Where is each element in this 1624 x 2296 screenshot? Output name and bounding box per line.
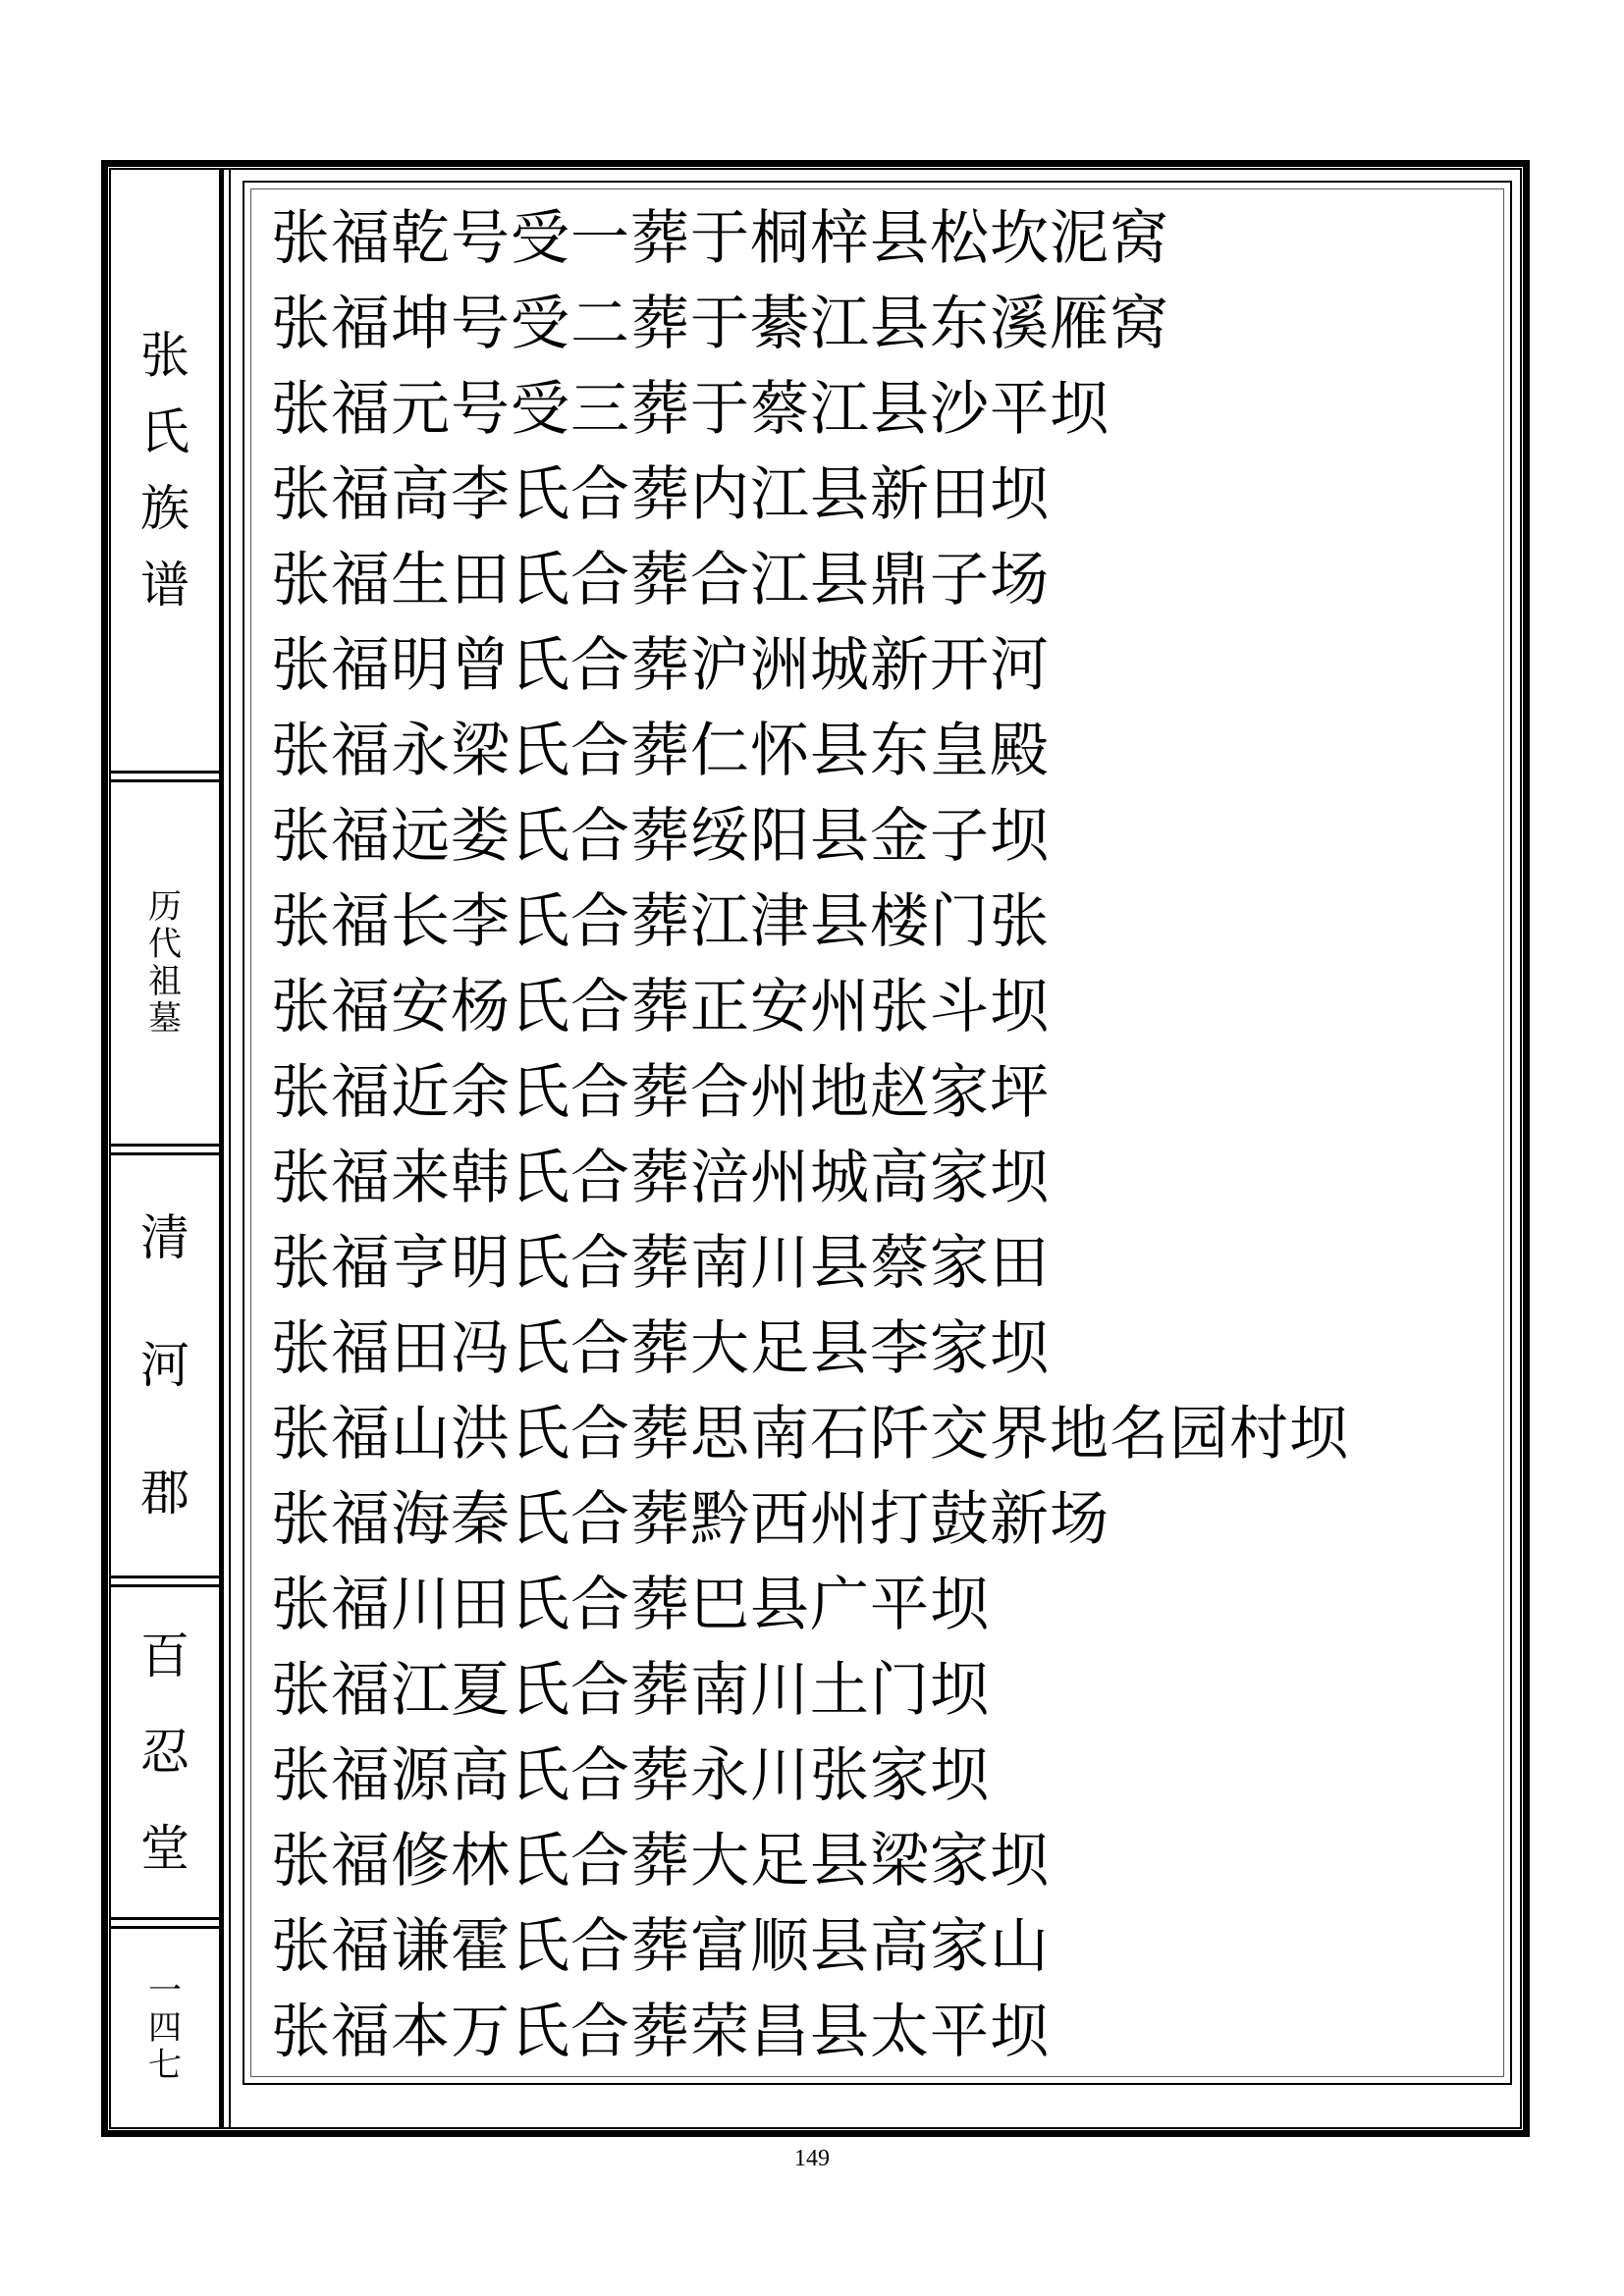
spine-hall-box [111, 1587, 219, 1917]
burial-entry: 张福元号受三葬于蔡江县沙平坝 [271, 375, 1110, 444]
spine-section [148, 888, 182, 1038]
spine-commandery-char: 清 [140, 1209, 189, 1266]
spine-commandery [140, 1174, 189, 1557]
burial-entry-list [271, 196, 1349, 2075]
burial-entry: 张福近余氏合葬合州地赵家坪 [271, 1058, 1050, 1127]
burial-entry: 张福江夏氏合葬南川土门坝 [271, 1656, 990, 1725]
burial-entry: 张福永梁氏合葬仁怀县东皇殿 [271, 717, 1050, 785]
burial-entry: 张福安杨氏合葬正安州张斗坝 [271, 973, 1050, 1041]
spine-commandery-char: 河 [140, 1337, 189, 1394]
burial-entry: 张福远娄氏合葬绥阳县金子坝 [271, 802, 1050, 871]
spine-leaf-number-char: 七 [148, 2046, 182, 2085]
burial-entry: 张福源高氏合葬永川张家坝 [271, 1741, 990, 1810]
burial-entry: 张福谦霍氏合葬富顺县高家山 [271, 1912, 1050, 1981]
spine-hall-char: 堂 [140, 1820, 189, 1877]
burial-entry: 张福田冯氏合葬大足县李家坝 [271, 1314, 1050, 1383]
spine-section-char: 祖 [148, 962, 182, 1001]
spine-title-char: 谱 [140, 557, 189, 614]
spine-leaf-number [148, 1972, 182, 2084]
burial-entry: 张福山洪氏合葬思南石阡交界地名园村坝 [271, 1400, 1349, 1468]
spine-hall-char: 忍 [140, 1724, 189, 1781]
burial-entry: 张福明曾氏合葬沪洲城新开河 [271, 631, 1050, 700]
spine-divider [111, 771, 219, 782]
burial-entry: 张福坤号受二葬于綦江县东溪雁窝 [271, 290, 1169, 358]
spine-title-char: 张 [140, 327, 189, 384]
spine-hall-char: 百 [140, 1628, 189, 1684]
spine-section-char: 历 [148, 887, 182, 927]
spine-divider [111, 1917, 219, 1929]
spine-commandery-char: 郡 [140, 1465, 189, 1522]
burial-entry: 张福生田氏合葬合江县鼎子场 [271, 546, 1050, 614]
burial-entry: 张福本万氏合葬荣昌县太平坝 [271, 1998, 1050, 2066]
spine-title-box [111, 170, 219, 771]
spine-separator [219, 168, 224, 2129]
burial-entry: 张福高李氏合葬内江县新田坝 [271, 460, 1050, 529]
spine-leaf-number-char: 四 [148, 2008, 182, 2048]
burial-entry: 张福川田氏合葬巴县广平坝 [271, 1571, 990, 1639]
spine-divider [111, 1144, 219, 1155]
spine-section-char: 代 [148, 925, 182, 964]
spine-section-char: 墓 [148, 999, 182, 1039]
burial-entry: 张福修林氏合葬大足县梁家坝 [271, 1827, 1050, 1896]
burial-entry: 张福乾号受一葬于桐梓县松坎泥窝 [271, 204, 1169, 273]
spine-leaf-number-char: 一 [148, 1971, 182, 2010]
spine-title-char: 氏 [140, 403, 189, 460]
spine-hall [140, 1608, 189, 1896]
burial-entry: 张福来韩氏合葬涪州城高家坝 [271, 1144, 1050, 1212]
spine-separator-thin [229, 168, 231, 2129]
spine-section-box [111, 782, 219, 1144]
spine-leaf-number-box [111, 1929, 219, 2127]
spine-title [140, 317, 189, 623]
page-number: 149 [794, 2146, 830, 2171]
spine-commandery-box [111, 1155, 219, 1575]
burial-entry: 张福亨明氏合葬南川县蔡家田 [271, 1229, 1050, 1298]
burial-entry: 张福海秦氏合葬黔西州打鼓新场 [271, 1485, 1110, 1554]
burial-entry: 张福长李氏合葬江津县楼门张 [271, 887, 1050, 956]
spine-title-char: 族 [140, 480, 189, 537]
spine-divider [111, 1575, 219, 1587]
